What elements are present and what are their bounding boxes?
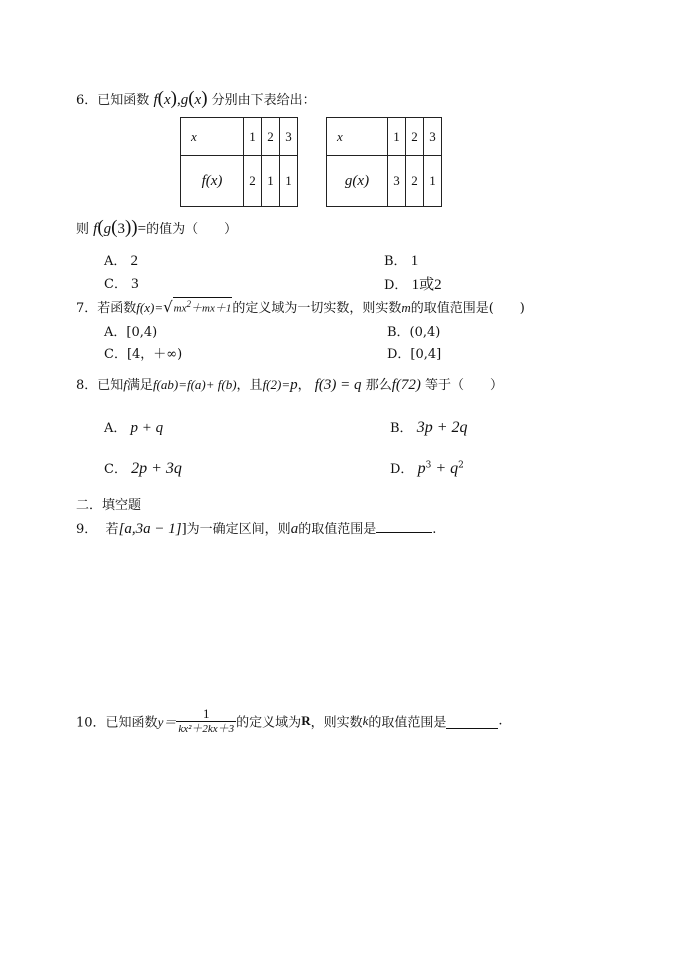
q8-option-d-mid: + q — [431, 460, 459, 477]
q6-ask-3: 3 — [117, 221, 125, 237]
q10-stem — [76, 706, 503, 736]
q7-radicand-pre: mx — [173, 303, 187, 315]
table-g — [326, 117, 442, 207]
q6-paren: ( — [97, 217, 104, 238]
table-g-row-label: g(x) — [327, 156, 388, 207]
q8-tail: 等于（ ） — [425, 378, 504, 393]
q10-numerator: 1 — [203, 706, 210, 721]
q6-option-c-value: 3 — [131, 276, 139, 292]
table-f-row-label: f(x) — [181, 156, 244, 207]
q10-answer-blank[interactable] — [446, 714, 498, 729]
table-g-cell: 2 — [406, 156, 424, 207]
q9-a: a — [290, 521, 299, 537]
q10-end: . — [498, 713, 503, 729]
q7-m: m — [401, 300, 411, 315]
q8-option-b — [390, 417, 468, 437]
q10-denominator: kx²＋2kx＋3 — [178, 723, 235, 735]
section-title-fill-in: 二．填空题 — [76, 498, 142, 513]
q8-option-a-label: A． — [104, 421, 127, 436]
q6-g: g — [180, 92, 189, 108]
q6-option-c — [104, 273, 139, 293]
q6-paren: )) — [124, 217, 138, 238]
q6-paren: ) — [201, 88, 208, 109]
q6-ask-f: f — [93, 221, 98, 237]
q10-number: 10． — [76, 715, 106, 731]
q8-cond-1: 满足 — [126, 378, 153, 393]
q8-option-d-sup2: 2 — [458, 460, 464, 471]
table-f-header-2: 2 — [262, 118, 280, 156]
q8-cond-3: ，且 — [236, 378, 263, 393]
q6-paren: ( — [188, 88, 195, 109]
q6-tail: 分别由下表给出： — [211, 93, 316, 108]
q6-x1: x — [163, 92, 171, 108]
q6-ask — [76, 217, 237, 239]
q6-option-b-label: B． — [384, 254, 407, 269]
q10-tail-2: ，则实数 — [310, 715, 363, 731]
q6-option-a-label: A． — [104, 254, 127, 269]
q7-number: 7． — [76, 301, 98, 316]
q10-lead: 已知函数 — [105, 715, 158, 731]
q6-f: f — [153, 92, 158, 108]
q8-cond-5: ， — [297, 378, 311, 393]
q7-radicand-sup: 2 — [186, 299, 191, 310]
q8-option-d-sup1: 3 — [425, 460, 432, 471]
q8-cond-2: f(ab)=f(a)+ f(b) — [152, 377, 237, 392]
q6-option-a-value: 2 — [130, 253, 139, 269]
q6-option-a — [104, 250, 138, 270]
q8-cond-7: 那么 — [365, 378, 392, 393]
q10-R: R — [301, 713, 311, 728]
table-g-cell: 1 — [424, 156, 442, 207]
q7-option-a: A．[0,4) — [104, 325, 158, 340]
q8-cond-6: f(3) = q — [314, 377, 362, 393]
q8-p: p — [290, 377, 298, 393]
table-g-header-x: x — [327, 118, 388, 156]
q8-option-d — [390, 458, 464, 478]
q6-ask-g: g — [103, 221, 112, 237]
q8-f: f — [123, 377, 127, 392]
q6-paren: ) — [170, 88, 177, 109]
table-g-header-2: 2 — [406, 118, 424, 156]
q8-option-d-p: p — [417, 460, 426, 477]
table-f-cell: 2 — [244, 156, 262, 207]
q8-number: 8． — [76, 378, 98, 393]
q6-paren: ( — [157, 88, 164, 109]
q8-option-a-value: p + q — [130, 420, 164, 436]
q7-fx: f(x)= — [136, 300, 164, 315]
q10-k: k — [362, 713, 369, 728]
q6-ask-tail: 的值为（ ） — [146, 222, 238, 237]
q8-option-c-value: 2p + 3q — [131, 460, 182, 477]
q6-number: 6． — [76, 93, 98, 108]
table-f-cell: 1 — [262, 156, 280, 207]
q6-ask-eq: = — [137, 221, 147, 237]
table-f — [180, 117, 298, 207]
q10-tail-3: 的取值范围是 — [368, 715, 447, 731]
q6-lead: 已知函数 — [97, 93, 150, 108]
q9-number: 9． — [76, 522, 98, 537]
q6-x2: x — [194, 92, 202, 108]
q9-stem — [76, 518, 436, 538]
q10-y: y＝ — [157, 714, 177, 730]
q8-option-c — [104, 458, 182, 478]
q8-stem — [76, 374, 503, 394]
q7-option-c: C．[4，＋∞) — [104, 347, 183, 362]
q8-lead: 已知 — [97, 378, 124, 393]
q7-stem — [76, 297, 525, 316]
q9-end: . — [432, 522, 437, 537]
table-f-cell: 1 — [280, 156, 298, 207]
q6-stem — [76, 88, 316, 110]
table-f-header-3: 3 — [280, 118, 298, 156]
q6-option-b-value: 1 — [410, 253, 419, 269]
q7-radicand — [173, 297, 233, 316]
table-g-cell: 3 — [388, 156, 406, 207]
sqrt-icon: √ — [163, 298, 173, 316]
q10-tail-1: 的定义域为 — [236, 715, 302, 731]
q9-tail-2: 的取值范围是 — [298, 522, 377, 537]
q9-tail-1: ]为一确定区间，则 — [181, 522, 291, 537]
q6-ask-pre: 则 — [76, 222, 90, 237]
q6-option-d-label: D． — [384, 278, 408, 293]
q8-option-d-label: D． — [390, 462, 414, 477]
table-f-header-1: 1 — [244, 118, 262, 156]
q7-tail-2: 的取值范围是( ) — [410, 301, 525, 316]
q6-option-b — [384, 250, 418, 270]
table-g-header-3: 3 — [424, 118, 442, 156]
q8-option-c-label: C． — [104, 462, 127, 477]
q8-cond-8: f(72) — [391, 377, 421, 393]
q6-comma: , — [176, 92, 181, 108]
table-g-header-1: 1 — [388, 118, 406, 156]
q6-option-d — [384, 273, 442, 294]
q8-option-b-value: 3p + 2q — [416, 419, 468, 436]
q6-option-d-value: 1或2 — [411, 277, 442, 293]
q8-cond-4: f(2)= — [262, 377, 291, 392]
q7-option-d: D．[0,4] — [387, 347, 442, 362]
q8-option-a — [104, 417, 163, 437]
q9-lead: 若 — [105, 522, 119, 537]
q8-option-b-label: B． — [390, 421, 413, 436]
q9-answer-blank[interactable] — [376, 532, 432, 533]
q7-tail-1: 的定义域为一切实数，则实数 — [232, 301, 402, 316]
table-f-header-x: x — [181, 118, 244, 156]
q7-radicand-post: ＋mx＋1 — [191, 303, 232, 315]
q6-option-c-label: C． — [104, 277, 127, 292]
q9-interval: [a,3a − 1] — [118, 521, 182, 537]
q6-paren: ( — [111, 217, 118, 238]
q10-fraction — [176, 706, 236, 736]
q7-option-b: B．(0,4) — [387, 325, 441, 340]
q7-lead: 若函数 — [97, 301, 137, 316]
